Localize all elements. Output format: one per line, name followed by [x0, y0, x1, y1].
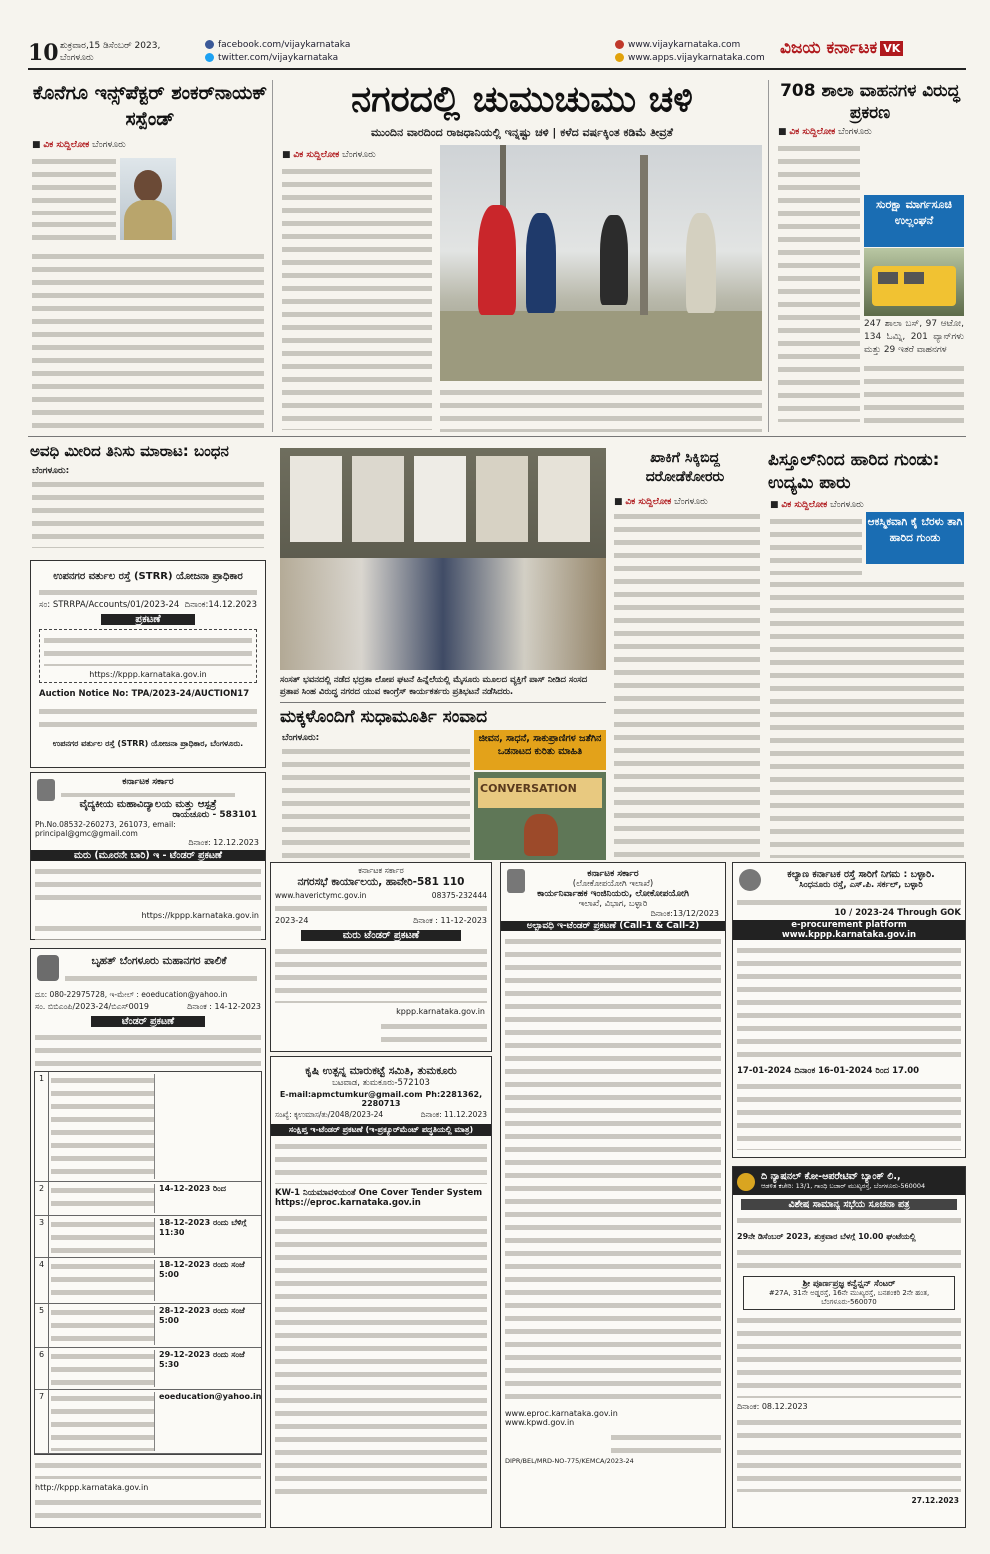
haveri-date: ದಿನಾಂಕ : 11-12-2023 — [413, 916, 487, 925]
kkrtc-body-1 — [737, 944, 961, 1062]
strr-url[interactable]: https://kppp.karnataka.gov.in — [89, 670, 207, 679]
bank-body-2 — [737, 1314, 961, 1398]
bbmp-ref: ಸಂ. ಬಿಬಿಎಂಪಿ/2023-24/ಬಿಎಸ್‌0019 — [35, 1002, 149, 1011]
sudha-text-1 — [282, 745, 470, 860]
cold-byline: ■ ವಿಕ ಸುದ್ದಿಲೋಕ ಬೆಂಗಳೂರು — [282, 150, 376, 160]
cold-text-1 — [282, 165, 432, 430]
haveri-year: 2023-24 — [275, 916, 309, 925]
row-description — [51, 1260, 155, 1301]
medical-org: ಕರ್ನಾಟಕ ಸರ್ಕಾರ — [122, 777, 174, 787]
kkrtc-ref: 10 / 2023-24 Through GOK — [834, 908, 961, 918]
col-divider — [768, 80, 769, 432]
table-row — [35, 1304, 261, 1348]
robbers-headline: ಖಾಕಿಗೆ ಸಿಕ್ಕಿಬಿದ್ದ ದರೋಡೆಕೋರರು — [645, 450, 725, 485]
expired-headline: ಅವಧಿ ಮೀರಿದ ತಿನಿಸು ಮಾರಾಟ: ಬಂಧನ — [30, 442, 229, 460]
pistol-headline: ಪಿಸ್ತೂಲ್‌ನಿಂದ ಹಾರಿದ ಗುಂಡು: ಉದ್ಯಮಿ ಪಾರು — [768, 450, 940, 493]
apmc-title: ಕೃಷಿ ಉತ್ಪನ್ನ ಮಾರುಕಟ್ಟೆ ಸಮಿತಿ, ತುಮಕೂರು — [305, 1065, 457, 1077]
pwd-ad — [500, 862, 726, 1528]
bank-ad — [732, 1166, 966, 1528]
inspector-headline: ಕೊನೆಗೂ ಇನ್ಸ್‌ಪೆಕ್ಟರ್ ಶಂಕರ್‌ನಾಯಕ್ ಸಸ್ಪೆಂಡ್ — [32, 82, 268, 130]
row-description — [51, 1218, 155, 1255]
strr-address — [39, 586, 257, 596]
apmc-system: KW-1 ನಿಯಮಾವಳಿಯಂತೆ One Cover Tender System — [275, 1188, 483, 1198]
kkrtc-logo-icon — [739, 869, 761, 891]
medical-ad — [30, 772, 266, 940]
kkrtc-dates: 17-01-2024 ದಿನಾಂಕ 16-01-2024 ರಿಂದ 17.00 — [737, 1066, 920, 1076]
byline-city: ಬೆಂಗಳೂರು — [342, 150, 376, 160]
bbmp-table — [34, 1071, 262, 1455]
medical-bar: ಮರು (ಮೂರನೇ ಬಾರಿ) ಇ - ಟೆಂಡರ್ ಪ್ರಕಟಣೆ — [31, 850, 265, 861]
pwd-area: ಇಲಾಖೆ, ವಿಭಾಗ, ಬಳ್ಳಾರಿ — [578, 899, 648, 909]
sudha-headline: ಮಕ್ಕಳೊಂದಿಗೆ ಸುಧಾಮೂರ್ತಿ ಸಂವಾದ — [280, 702, 606, 729]
strr-date: ದಿನಾಂಕ:14.12.2023 — [184, 600, 257, 610]
apmc-bar: ಸಂಕ್ಷಿಪ್ತ ಇ-ಟೆಂಡರ್ ಪ್ರಕಟಣೆ (ಇ-ಪ್ರಕ್ಯೂರ್‌ಮೆಂಟ್ ಪದ್ಧತಿಯಲ್ಲಿ ಮಾತ್ರ) — [271, 1124, 491, 1136]
inspector-portrait — [120, 158, 176, 240]
inspector-text-3 — [32, 250, 264, 430]
row-number: 6 — [35, 1348, 49, 1389]
strr-signatory — [39, 705, 257, 735]
kkrtc-sub: ಸಿಂಧನೂರು ರಸ್ತೆ, ಎಸ್.ಪಿ. ಸರ್ಕಲ್, ಬಳ್ಳಾರಿ — [799, 880, 923, 890]
haveri-phone: 08375-232444 — [431, 891, 487, 900]
cold-text-2 — [440, 386, 762, 432]
emblem-icon — [37, 779, 55, 801]
bank-logo-icon — [737, 1173, 755, 1191]
robbers-byline: ■ ವಿಕ ಸುದ್ದಿಲೋಕ ಬೆಂಗಳೂರು — [614, 497, 708, 507]
pistol-byline: ■ ವಿಕ ಸುದ್ದಿಲೋಕ ಬೆಂಗಳೂರು — [770, 500, 864, 510]
haveri-org: ಕರ್ನಾಟಕ ಸರ್ಕಾರ — [358, 866, 404, 875]
facebook-text: facebook.com/vijaykarnataka — [218, 40, 351, 50]
row-number: 3 — [35, 1216, 49, 1257]
apmc-ad — [270, 1056, 492, 1528]
bank-bar: ವಿಶೇಷ ಸಾಮಾನ್ಯ ಸಭೆಯ ಸೂಚನಾ ಪತ್ರ — [741, 1199, 957, 1210]
row-description — [51, 1392, 155, 1451]
row-value: eoeducation@yahoo.in — [159, 1392, 261, 1401]
school-text-1 — [778, 142, 860, 422]
bbmp-address — [65, 972, 257, 988]
school-text-2 — [864, 362, 964, 424]
strr-sign: ಉಪನಗರ ವರ್ತುಲ ರಸ್ತೆ (STRR) ಯೋಜನಾ ಪ್ರಾಧಿಕಾರ, ಬೆಂಗಳೂರು. — [52, 739, 244, 748]
row-description — [51, 1306, 155, 1345]
bbmp-intro — [35, 1031, 261, 1067]
byline-source: ವಿಕ ಸುದ್ದಿಲೋಕ — [781, 500, 828, 510]
haveri-email — [275, 902, 487, 914]
haveri-website[interactable]: www.haverictymc.gov.in — [275, 891, 367, 900]
web-icon — [615, 40, 624, 49]
apmc-ref: ಸಂಖ್ಯೆ: ಕೃಉಮಾಸ/ತು/2048/2023-24 — [275, 1110, 384, 1119]
row-value: 29-12-2023 ರಂದು ಸಂಜೆ 5:30 — [159, 1350, 245, 1369]
sudha-city: ಬೆಂಗಳೂರು: — [282, 733, 320, 743]
bank-venue: #27A, 31ನೇ ಅಡ್ಡರಸ್ತೆ, 16ನೇ ಮುಖ್ಯರಸ್ತೆ, ಬನಶಂಕರಿ 2ನೇ ಹಂತ, ಬೆಂಗಳೂರು-560070 — [768, 1289, 930, 1306]
row-description — [51, 1350, 155, 1387]
bbmp-title: ಬೃಹತ್ ಬೆಂಗಳೂರು ಮಹಾನಗರ ಪಾಲಿಕೆ — [91, 955, 227, 967]
robbers-text — [614, 510, 760, 858]
pistol-text-2 — [770, 578, 964, 858]
pwd-code: DIPR/BEL/MRD-NO-775/KEMCA/2023-24 — [505, 1457, 634, 1465]
strr-notice-box — [39, 629, 257, 683]
bank-body-1 — [737, 1246, 961, 1272]
bank-date: ದಿನಾಂಕ: 08.12.2023 — [737, 1402, 808, 1411]
expired-city: ಬೆಂಗಳೂರು: — [32, 466, 70, 476]
bank-addr: ಆಡಳಿತ ಕಚೇರಿ: 13/1, ಗಾಂಧಿ ಬಜಾರ್ ಮುಖ್ಯರಸ್ತೆ, ಬೆಂಗಳೂರು-560004 — [761, 1182, 926, 1190]
haveri-url[interactable]: kppp.karnataka.gov.in — [396, 1007, 485, 1016]
bbmp-contact: ದೂ: 080-22975728, ಇ-ಮೇಲ್ : eoeducation@yahoo.in — [35, 990, 228, 999]
sudha-photo-text: CONVERSATION — [480, 782, 577, 795]
twitter-icon — [205, 53, 214, 62]
facebook-link[interactable] — [205, 40, 350, 50]
expired-text — [32, 478, 264, 548]
row-value — [157, 1072, 261, 1181]
row-number: 1 — [35, 1072, 49, 1181]
kkrtc-title: ಕಲ್ಯಾಣ ಕರ್ನಾಟಕ ರಸ್ತೆ ಸಾರಿಗೆ ನಿಗಮ : ಬಳ್ಳಾರಿ. — [787, 869, 935, 880]
bank-meeting: 29ನೇ ಡಿಸೆಂಬರ್ 2023, ಶುಕ್ರವಾರ ಬೆಳಗ್ಗೆ 10.00 ಘಂಟೆಯಲ್ಲಿ — [737, 1232, 916, 1241]
page-number: 10 — [28, 40, 59, 66]
pwd-date: ದಿನಾಂಕ:13/12/2023 — [650, 909, 719, 918]
masthead-logo — [780, 38, 966, 62]
school-headline: 708 ಶಾಲಾ ವಾಹನಗಳ ವಿರುದ್ಧ ಪ್ರಕರಣ — [780, 81, 960, 123]
twitter-link[interactable] — [205, 53, 338, 63]
row-number: 7 — [35, 1390, 49, 1453]
apmc-body-2 — [275, 1212, 487, 1502]
website-text: www.vijaykarnataka.com — [628, 40, 741, 50]
row-number: 5 — [35, 1304, 49, 1347]
bank-venue-box — [743, 1276, 955, 1310]
medical-footer — [35, 922, 261, 940]
bank-intro — [737, 1214, 961, 1228]
inspector-text-2 — [32, 218, 116, 248]
school-tag: ಸುರಕ್ಷಾ ಮಾರ್ಗಸೂಚಿ ಉಲ್ಲಂಘನೆ — [864, 195, 964, 247]
byline-source: ವಿಕ ಸುದ್ದಿಲೋಕ — [43, 140, 90, 150]
masthead-text: ವಿಜಯ ಕರ್ನಾಟಕ — [780, 38, 878, 58]
strr-notice-body — [44, 634, 252, 666]
city-text: ಬೆಂಗಳೂರು — [60, 53, 94, 63]
strr-title: ಉಪನಗರ ವರ್ತುಲ ರಸ್ತೆ (STRR) ಯೋಜನಾ ಪ್ರಾಧಿಕಾರ — [53, 571, 243, 582]
row-value: 18-12-2023 ರಂದು ಬೆಳಿಗ್ಗೆ 11:30 — [159, 1218, 247, 1237]
apps-icon — [615, 53, 624, 62]
cold-headline: ನಗರದಲ್ಲಿ ಚುಮುಚುಮು ಚಳಿ — [351, 79, 693, 120]
kkrtc-ad — [732, 862, 966, 1158]
col-divider — [272, 80, 273, 432]
kkrtc-bar[interactable]: e-procurement platform www.kppp.karnataka.gov.in — [733, 920, 965, 940]
bank-sign — [737, 1416, 961, 1442]
pwd-emblem-icon — [507, 869, 525, 893]
website-link[interactable] — [615, 40, 740, 50]
bank-header — [733, 1167, 965, 1195]
medical-url[interactable]: https://kppp.karnataka.gov.in — [141, 911, 259, 920]
inspector-byline: ■ ವಿಕ ಸುದ್ದಿಲೋಕ ಬೆಂಗಳೂರು — [32, 140, 126, 150]
pwd-office: ಕಾರ್ಯನಿರ್ವಾಹಕ ಇಂಜಿನಿಯರು, ಲೋಕೋಪಯೋಗಿ — [537, 889, 689, 899]
byline-city: ಬೆಂಗಳೂರು — [674, 497, 708, 507]
pwd-body — [505, 935, 721, 1405]
haveri-ad — [270, 862, 492, 1052]
pwd-bar: ಅಲ್ಪಾವಧಿ ಇ-ಟೆಂಡರ್ ಪ್ರಕಟಣೆ (Call-1 & Call-2) — [501, 921, 725, 931]
table-row — [35, 1182, 261, 1216]
protest-caption: ಸಂಸತ್ ಭವನದಲ್ಲಿ ನಡೆದ ಭದ್ರತಾ ಲೋಪ ಘಟನೆ ಹಿನ್ನೆಲೆಯಲ್ಲಿ ಮೈಸೂರು ಮೂಲದ ವ್ಯಕ್ತಿಗೆ ಪಾಸ್ ನೀಡಿದ ಸಂಸದ ಪ್ರತಾಪ ಸಿಂಹ ವಿರುದ್ಧ ನಗರದ ಯುವ ಕಾಂಗ್ರೆಸ್ ಕಾರ್ಯಕರ್ತರು ಪ್ರತಿಭಟನೆ ನಡೆಸಿದರು. — [280, 675, 588, 697]
pwd-url1[interactable]: www.eproc.karnataka.gov.in — [505, 1409, 618, 1418]
byline-source: ವಿಕ ಸುದ್ದಿಲೋಕ — [625, 497, 672, 507]
apps-text: www.apps.vijaykarnataka.com — [628, 53, 765, 63]
bbmp-url[interactable]: http://kppp.karnataka.gov.in — [35, 1483, 149, 1492]
row-description — [51, 1184, 155, 1213]
pistol-tag: ಆಕಸ್ಮಿಕವಾಗಿ ಕೈ ಬೆರಳು ತಾಗಿ ಹಾರಿದ ಗುಂಡು — [866, 512, 964, 564]
bbmp-ad — [30, 948, 266, 1528]
byline-city: ಬೆಂಗಳೂರು — [92, 140, 126, 150]
apps-link[interactable] — [615, 53, 765, 63]
pistol-text-1 — [770, 515, 862, 575]
medical-title: ವೈದ್ಯಕೀಯ ಮಹಾವಿದ್ಯಾಲಯ ಮತ್ತು ಆಸ್ಪತ್ರೆ — [79, 799, 217, 810]
header-rule — [28, 68, 966, 70]
byline-source: ವಿಕ ಸುದ್ದಿಲೋಕ — [789, 127, 836, 137]
sudha-photo — [474, 772, 606, 860]
sudha-tag: ಜೀವನ, ಸಾಧನೆ, ಸಾಕುಪ್ರಾಣಿಗಳ ಜತೆಗಿನ ಒಡನಾಟದ ಕುರಿತು ಮಾಹಿತಿ — [474, 730, 606, 770]
haveri-bar: ಮರು ಟೆಂಡರ್ ಪ್ರಕಟಣೆ — [301, 930, 461, 941]
pwd-sign — [611, 1431, 721, 1455]
apmc-date: ದಿನಾಂಕ: 11.12.2023 — [420, 1110, 487, 1119]
facebook-icon — [205, 40, 214, 49]
medical-dept — [61, 789, 235, 797]
pwd-url2[interactable]: www.kpwd.gov.in — [505, 1418, 575, 1427]
issue-date — [60, 40, 160, 64]
strr-section: ಪ್ರಕಟಣೆ — [101, 614, 195, 625]
haveri-body — [275, 945, 487, 1003]
medical-city: ರಾಯಚೂರು - 583101 — [172, 810, 257, 820]
haveri-title: ನಗರಸಭೆ ಕಾರ್ಯಾಲಯ, ಹಾವೇರಿ-581 110 — [297, 876, 465, 888]
byline-city: ಬೆಂಗಳೂರು — [830, 500, 864, 510]
row-value: 28-12-2023 ರಂದು ಸಂಜೆ 5:00 — [159, 1306, 245, 1325]
bank-venue-label: ಶ್ರೀ ಪೂರ್ಣಪ್ರಜ್ಞ ಕನ್ವೆನ್ಷನ್ ಸೆಂಟರ್ — [802, 1279, 896, 1289]
table-row — [35, 1390, 261, 1454]
apmc-contact: E-mail:apmctumkur@gmail.com Ph:2281362, 2280713 — [279, 1090, 483, 1108]
bank-title: ದಿ ನ್ಯಾಷನಲ್ ಕೋ-ಆಪರೇಟಿವ್ ಬ್ಯಾಂಕ್ ಲಿ., — [761, 1171, 901, 1182]
pwd-org: ಕರ್ನಾಟಕ ಸರ್ಕಾರ — [587, 869, 639, 879]
bbmp-emblem-icon — [37, 955, 59, 981]
protest-photo — [280, 448, 606, 670]
table-row — [35, 1348, 261, 1390]
byline-source: ವಿಕ ಸುದ್ದಿಲೋಕ — [293, 150, 340, 160]
row-description — [51, 1074, 155, 1179]
row-value: 18-12-2023 ರಂದು ಸಂಜೆ 5:00 — [159, 1260, 245, 1279]
row-number: 4 — [35, 1258, 49, 1303]
kkrtc-ref-line — [737, 896, 961, 906]
section-rule — [28, 436, 966, 437]
bbmp-sign — [35, 1496, 261, 1524]
bbmp-date: ದಿನಾಂಕ : 14-12-2023 — [187, 1002, 261, 1011]
table-row — [35, 1072, 261, 1182]
apmc-body-1 — [275, 1140, 487, 1184]
row-value: 14-12-2023 ರಿಂದ — [159, 1184, 226, 1193]
medical-body — [35, 865, 261, 907]
apmc-url[interactable]: https://eproc.karnataka.gov.in — [275, 1198, 421, 1208]
bbmp-notes — [35, 1459, 261, 1479]
table-row — [35, 1258, 261, 1304]
school-stat: 247 ಶಾಲಾ ಬಸ್, 97 ಆಟೋ, 134 ಓಮ್ನಿ, 201 ವ್ಯಾನ್‌ಗಳು ಮತ್ತು 29 ಇತರೆ ವಾಹನಗಳ — [864, 319, 964, 355]
kkrtc-body-2 — [737, 1080, 961, 1150]
strr-ref: ಸಂ: STRRPA/Accounts/01/2023-24 — [39, 600, 180, 610]
inspector-text-1 — [32, 155, 116, 215]
bank-ps-date: 27.12.2023 — [911, 1496, 959, 1505]
bank-ps — [737, 1446, 961, 1492]
medical-contact: Ph.No.08532-260273, 261073, email: principal@gmc@gmail.com — [35, 820, 176, 838]
cold-subhead: ಮುಂದಿನ ವಾರದಿಂದ ರಾಜಧಾನಿಯಲ್ಲಿ ಇನ್ನಷ್ಟು ಚಳಿ | ಕಳೆದ ವರ್ಷಕ್ಕಿಂತ ಕಡಿಮೆ ತೀವ್ರತೆ — [371, 126, 673, 139]
twitter-text: twitter.com/vijaykarnataka — [218, 53, 339, 63]
row-number: 2 — [35, 1182, 49, 1215]
masthead-badge: VK — [880, 41, 903, 56]
medical-date: ದಿನಾಂಕ: 12.12.2023 — [188, 838, 259, 847]
strr-auction: Auction Notice No: TPA/2023-24/AUCTION17 — [39, 689, 250, 699]
cold-walkers-photo — [440, 145, 762, 381]
date-text: ಶುಕ್ರವಾರ,15 ಡಿಸೆಂಬರ್ 2023, — [60, 41, 161, 51]
strr-ad — [30, 560, 266, 768]
table-row — [35, 1216, 261, 1258]
apmc-sub: ಬಟವಾಡ, ತುಮಕೂರು-572103 — [332, 1078, 430, 1088]
school-bus-photo — [864, 248, 964, 316]
pwd-dept: (ಲೋಕೋಪಯೋಗಿ ಇಲಾಖೆ) — [572, 879, 654, 889]
byline-city: ಬೆಂಗಳೂರು — [838, 127, 872, 137]
school-byline: ■ ವಿಕ ಸುದ್ದಿಲೋಕ ಬೆಂಗಳೂರು — [778, 127, 872, 137]
haveri-sign — [381, 1020, 487, 1050]
bbmp-section: ಟೆಂಡರ್ ಪ್ರಕಟಣೆ — [91, 1016, 205, 1027]
